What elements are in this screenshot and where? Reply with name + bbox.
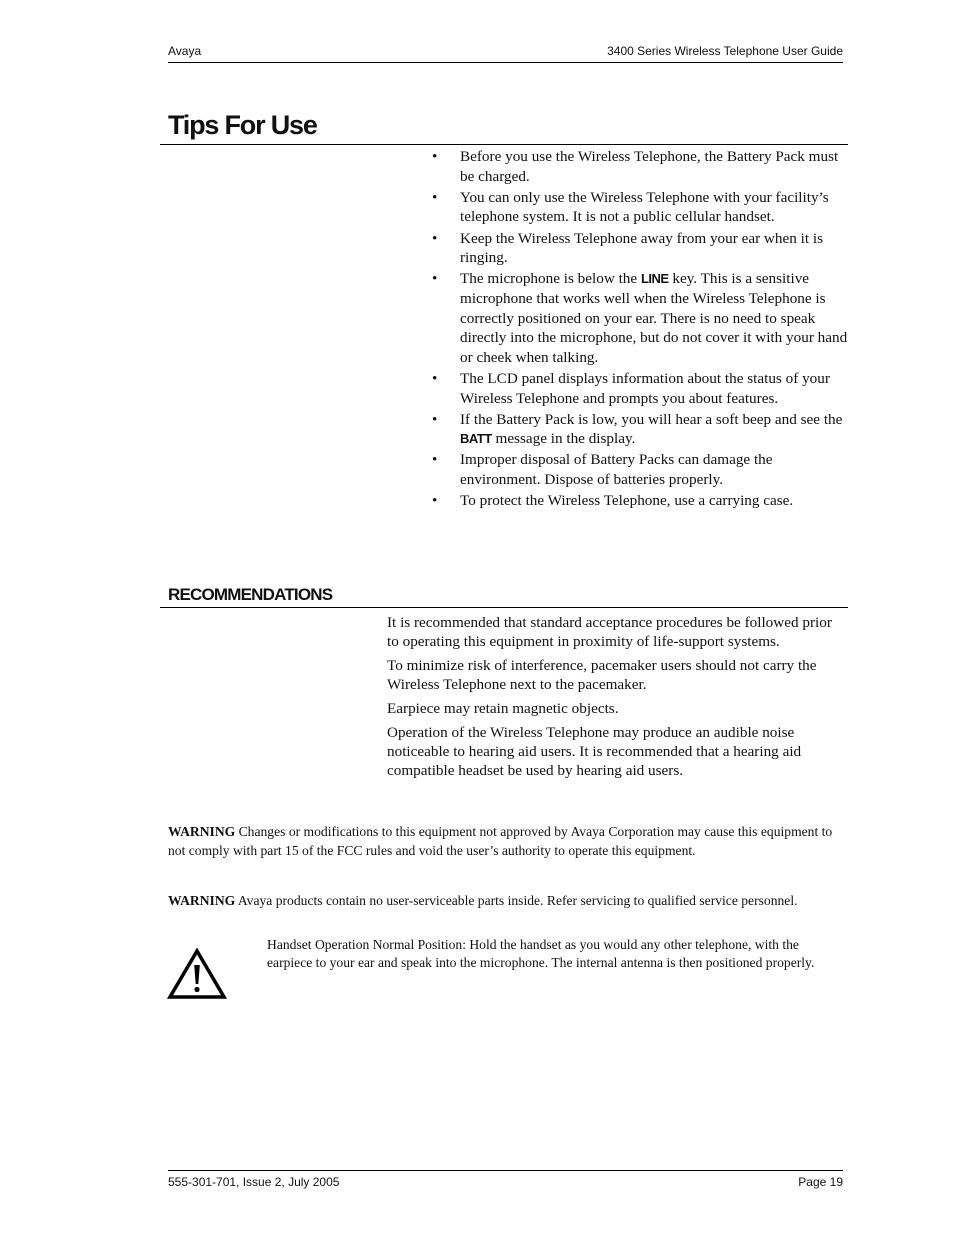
bullet: • [432,229,438,247]
paragraph: Operation of the Wireless Telephone may produce an audible noise noticeable to hearing aid users. It is recommended that a hearing aid compatible headset be used by hearing aid users. [387,723,802,779]
bullet: • [432,270,438,288]
caution-note: Handset Operation Normal Position: Hold the handset as you would any other telephone, with the earpiece to your ear and speak into the microphone. The internal antenna is then positioned properly. [267,937,815,970]
bullet: • [432,188,438,206]
subsection-divider [160,607,848,608]
header-company: Avaya [168,44,202,58]
list-item: • Improper disposal of Battery Packs can damage the environment. Dispose of batteries properly. [432,451,773,489]
batt-message-label: BATT [460,431,492,447]
warning-label: WARNING [168,893,236,908]
section-divider [160,144,848,145]
section-title: Tips For Use [168,110,317,140]
bullet: • [432,148,438,165]
tips-list [430,147,850,512]
page-header [168,44,843,63]
bullet: • [432,451,438,469]
bullet: • [432,492,438,510]
subsection-title: RECOMMENDATIONS [168,585,333,604]
bullet: • [432,410,438,428]
footer-page-number: Page 19 [798,1175,843,1189]
warning-label: WARNING [168,824,236,839]
line-key-label: LINE [640,271,669,287]
list-item: • The LCD panel displays information about the status of your Wireless Telephone and prompts you about features. [432,369,830,407]
list-item: • Keep the Wireless Telephone away from your ear when it is ringing. [432,229,823,267]
list-item: • Before you use the Wireless Telephone, the Battery Pack must be charged. [432,148,839,185]
recommendations-body [387,613,847,785]
page-footer [168,1170,843,1189]
header-document-title: 3400 Series Wireless Telephone User Guide [607,44,843,58]
bullet: • [432,369,438,387]
list-item: • To protect the Wireless Telephone, use a carrying case. [432,492,794,510]
paragraph: Earpiece may retain magnetic objects. [387,699,619,717]
warning-triangle-icon [167,948,227,1000]
footer-document-number: 555-301-701, Issue 2, July 2005 [168,1175,340,1189]
paragraph: To minimize risk of interference, pacemaker users should not carry the Wireless Telephone next to the pacemaker. [387,656,817,694]
list-item: • You can only use the Wireless Telephone with your facility’s telephone system. It is not a public cellular handset. [432,188,829,226]
warning-note: WARNING Changes or modifications to this equipment not approved by Avaya Corporation may cause this equipment to not comply with part 15 of the FCC rules and void the user’s authority to operate this equipment. [168,824,833,858]
warning-note: WARNING Avaya products contain no user-serviceable parts inside. Refer servicing to qualified service personnel. [168,893,798,908]
list-item: • The microphone is below the LINE key. This is a sensitive microphone that works well when the Wireless Telephone is correctly positioned on your ear. There is no need to speak directly into the microphone, but do not cover it with your hand or cheek when talking. [432,270,848,366]
paragraph: It is recommended that standard acceptance procedures be followed prior to operating this equipment in proximity of life-support systems. [387,614,832,651]
list-item: • If the Battery Pack is low, you will hear a soft beep and see the BATT message in the display. [432,410,843,448]
